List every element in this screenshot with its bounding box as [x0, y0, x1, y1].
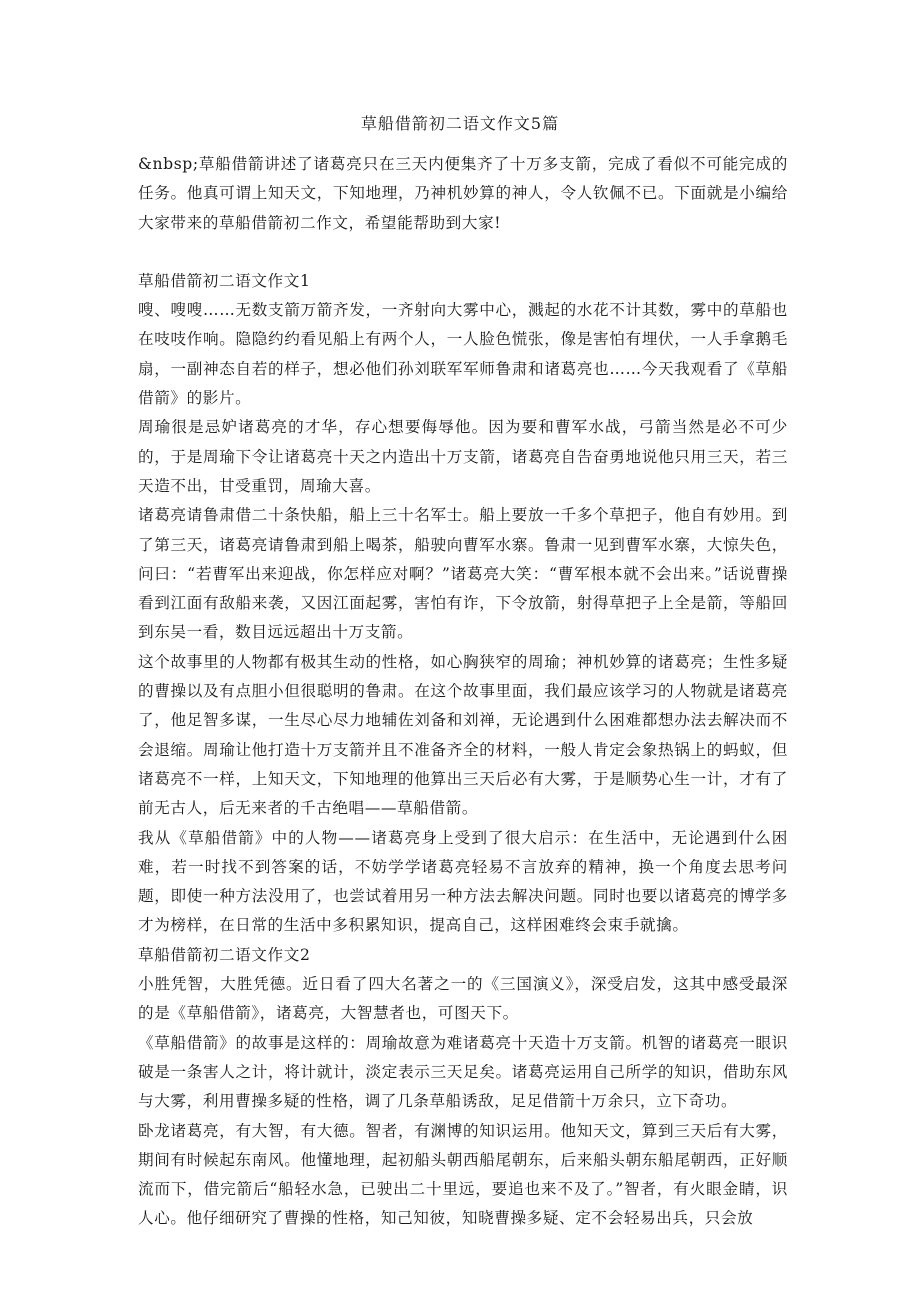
- essay-2-paragraph: 小胜凭智，大胜凭德。近日看了四大名著之一的《三国演义》，深受启发，这其中感受最深的是《草船借箭》，诸葛亮，大智慧者也，可图天下。: [138, 975, 788, 1023]
- document-body: [138, 150, 788, 1234]
- essay-1-paragraph: 我从《草船借箭》中的人物——诸葛亮身上受到了很大启示：在生活中，无论遇到什么困难，若一时找不到答案的话，不妨学学诸葛亮轻易不言放弃的精神，换一个角度去思考问题，即使一种方法没用了，也尝试着用另一种方法去解决问题。同时也要以诸葛亮的博学多才为榜样，在日常的生活中多积累知识，提高自己，这样困难终会束手就擒。: [138, 828, 788, 935]
- intro-paragraph: &nbsp;草船借箭讲述了诸葛亮只在三天内便集齐了十万多支箭，完成了看似不可能完成的任务。他真可谓上知天文，下知地理，乃神机妙算的神人，令人钦佩不已。下面就是小编给大家带来的草船借箭初二作文，希望能帮助到大家!: [138, 155, 788, 232]
- essay-1-paragraph: 这个故事里的人物都有极其生动的性格，如心胸狭窄的周瑜；神机妙算的诸葛亮；生性多疑的曹操以及有点胆小但很聪明的鲁肃。在这个故事里面，我们最应该学习的人物就是诸葛亮了，他足智多谋，一生尽心尽力地辅佐刘备和刘禅，无论遇到什么困难都想办法去解决而不会退缩。周瑜让他打造十万支箭并且不准备齐全的材料，一般人肯定会象热锅上的蚂蚁，但诸葛亮不一样，上知天文，下知地理的他算出三天后必有大雾，于是顺势心生一计，才有了前无古人，后无来者的千古绝唱——草船借箭。: [138, 652, 788, 818]
- essay-1-heading: 草船借箭初二语文作文1: [138, 271, 311, 290]
- essay-1-paragraph: 嗖、嗖嗖……无数支箭万箭齐发，一齐射向大雾中心，溅起的水花不计其数，雾中的草船也在吱吱作响。隐隐约约看见船上有两个人，一人脸色慌张，像是害怕有埋伏，一人手拿鹅毛扇，一副神态自若的样子，想必他们孙刘联军军师鲁肃和诸葛亮也……今天我观看了《草船借箭》的影片。: [138, 301, 788, 408]
- essay-1-paragraph: 周瑜很是忌妒诸葛亮的才华，存心想要侮辱他。因为要和曹军水战，弓箭当然是必不可少的，于是周瑜下令让诸葛亮十天之内造出十万支箭，诸葛亮自告奋勇地说他只用三天，若三天造不出，甘受重罚，周瑜大喜。: [138, 418, 788, 495]
- essay-1-paragraph: 诸葛亮请鲁肃借二十条快船，船上三十名军士。船上要放一千多个草把子，他自有妙用。到了第三天，诸葛亮请鲁肃到船上喝茶，船驶向曹军水寨。鲁肃一见到曹军水寨，大惊失色，问曰：“若曹军出来迎战，你怎样应对啊？”诸葛亮大笑：“曹军根本就不会出来。”话说曹操看到江面有敌船来袭，又因江面起雾，害怕有诈，下令放箭，射得草把子上全是箭，等船回到东吴一看，数目远远超出十万支箭。: [138, 506, 788, 642]
- essay-2-paragraph: 《草船借箭》的故事是这样的：周瑜故意为难诸葛亮十天造十万支箭。机智的诸葛亮一眼识破是一条害人之计，将计就计，淡定表示三天足矣。诸葛亮运用自己所学的知识，借助东风与大雾，利用曹操多疑的性格，调了几条草船诱敌，足足借箭十万余只，立下奇功。: [138, 1033, 788, 1111]
- essay-2-heading: 草船借箭初二语文作文2: [138, 945, 311, 964]
- document-title: 草船借箭初二语文作文5篇: [360, 114, 560, 133]
- essay-2-paragraph: 卧龙诸葛亮，有大智，有大德。智者，有渊博的知识运用。他知天文，算到三天后有大雾，期间有时候起东南风。他懂地理，起初船头朝西船尾朝东，后来船头朝东船尾朝西，正好顺流而下，借完箭后“船轻水急，已驶出二十里远，要追也来不及了。”智者，有火眼金睛，识人心。他仔细研究了曹操的性格，知己知彼，知晓曹操多疑、定不会轻易出兵，只会放: [138, 1121, 788, 1228]
